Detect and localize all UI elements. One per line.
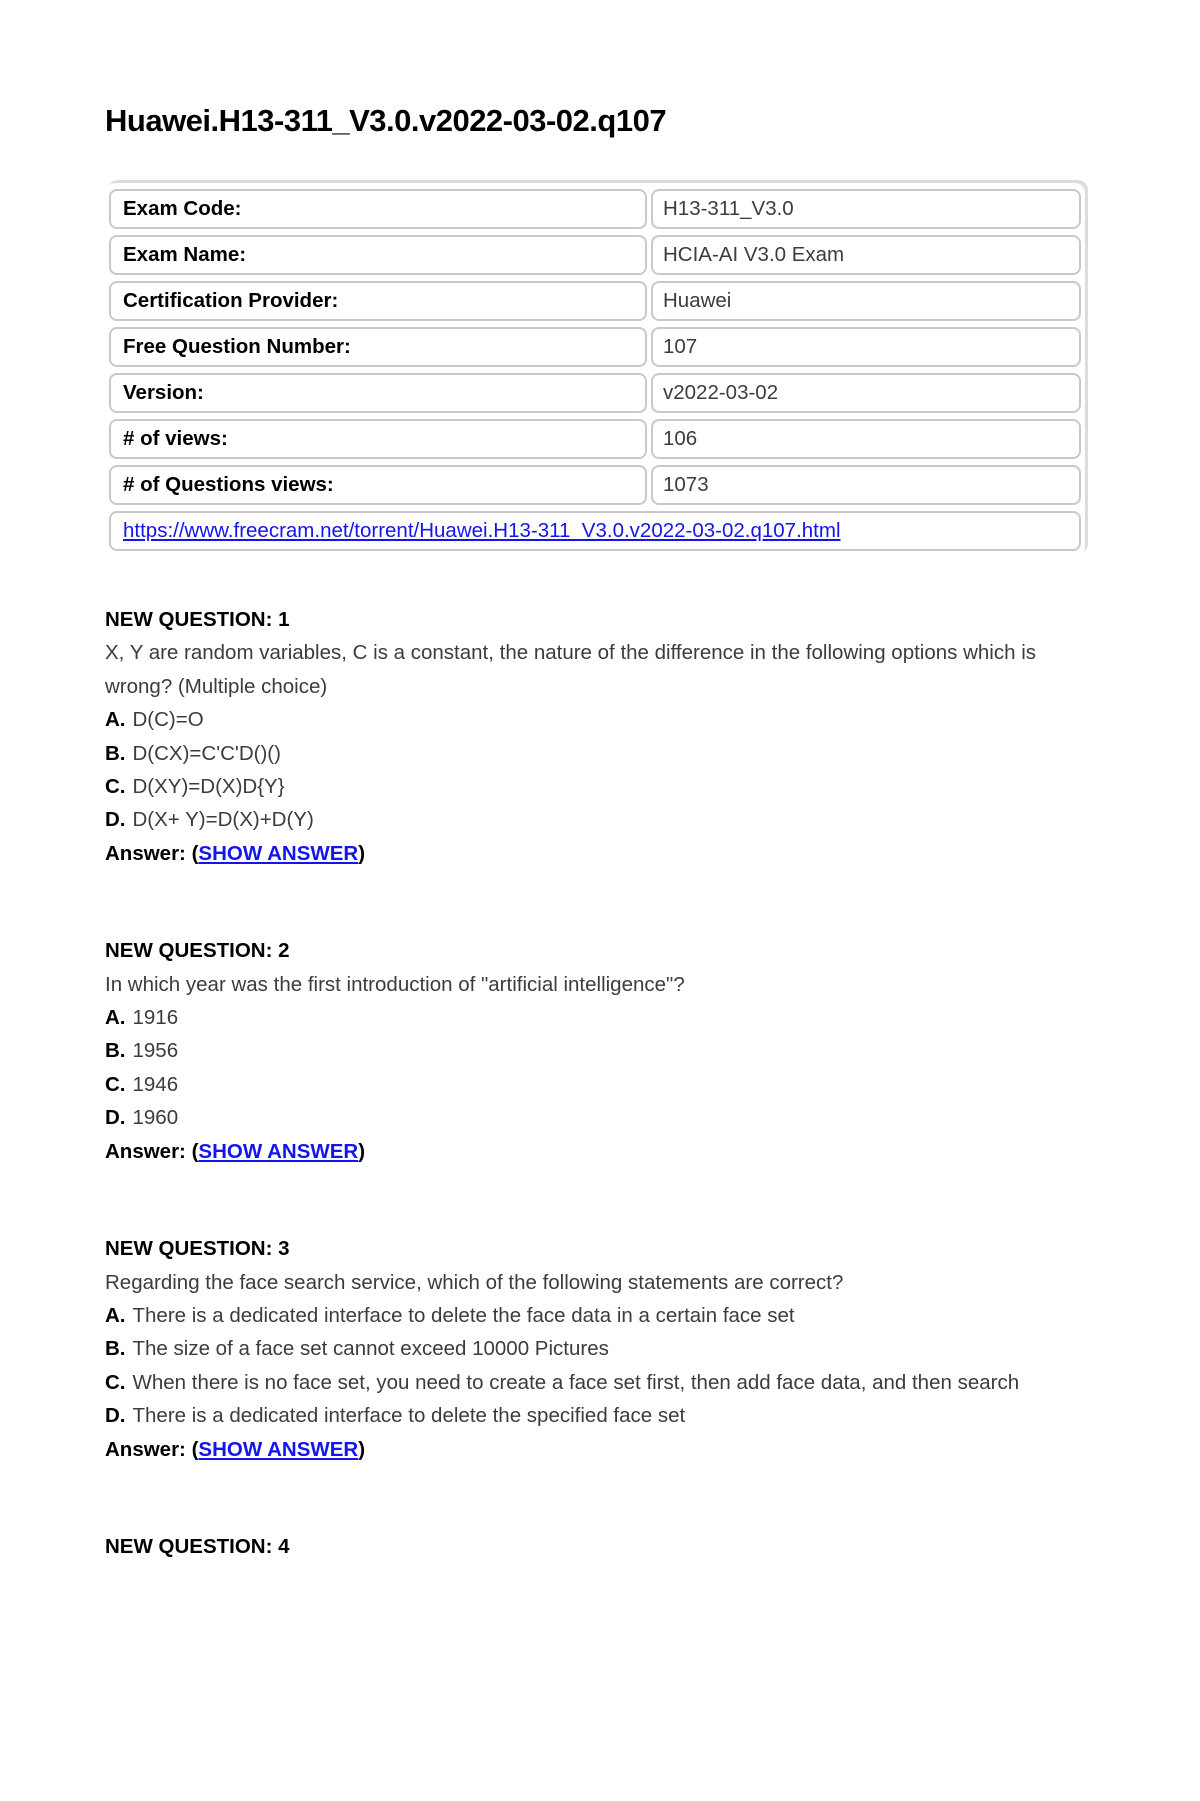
question-heading: NEW QUESTION: 3 xyxy=(105,1237,290,1261)
question-text: X, Y are random variables, C is a constant, the nature of the difference in the following options which is wrong? (Multiple choice) xyxy=(105,641,1037,698)
answer-row xyxy=(105,1135,1070,1168)
option-text: 1946 xyxy=(132,1072,179,1096)
show-answer-link[interactable]: SHOW ANSWER xyxy=(198,1139,359,1163)
option-letter: D. xyxy=(105,1404,126,1428)
option-text: D(C)=O xyxy=(132,708,204,732)
info-value-exam-code: H13-311_V3.0 xyxy=(651,189,1081,229)
option-letter: B. xyxy=(105,1039,126,1063)
info-label-provider: Certification Provider: xyxy=(109,281,647,321)
document-page xyxy=(0,103,1200,1563)
option-text: 1916 xyxy=(132,1006,179,1030)
table-row xyxy=(109,189,1081,229)
option-a xyxy=(105,1001,1070,1034)
option-c xyxy=(105,770,1070,803)
option-letter: A. xyxy=(105,708,126,732)
show-answer-link[interactable]: SHOW ANSWER xyxy=(198,841,359,865)
option-text: 1960 xyxy=(132,1106,179,1130)
exam-info-table xyxy=(105,183,1085,557)
answer-row xyxy=(105,837,1070,870)
question-heading: NEW QUESTION: 2 xyxy=(105,939,290,963)
question-heading: NEW QUESTION: 1 xyxy=(105,608,290,631)
option-d xyxy=(105,803,1070,836)
option-text: D(CX)=C'C'D()() xyxy=(132,741,281,765)
option-text: When there is no face set, you need to create a face set first, then add face data, and then search xyxy=(132,1370,1020,1394)
answer-suffix: ) xyxy=(358,841,366,865)
answer-suffix: ) xyxy=(358,1139,366,1163)
questions-list xyxy=(105,603,1085,1563)
option-letter: D. xyxy=(105,1106,126,1130)
option-text: D(X+ Y)=D(X)+D(Y) xyxy=(132,808,314,832)
info-label-questions-views: # of Questions views: xyxy=(109,465,647,505)
info-value-questions-views: 1073 xyxy=(651,465,1081,505)
option-d xyxy=(105,1399,1070,1432)
option-d xyxy=(105,1101,1070,1134)
option-a xyxy=(105,703,1070,736)
torrent-link-cell xyxy=(109,511,1081,551)
table-row xyxy=(109,511,1081,551)
table-row xyxy=(109,373,1081,413)
info-label-free-question-number: Free Question Number: xyxy=(109,327,647,367)
table-row xyxy=(109,465,1081,505)
option-letter: C. xyxy=(105,775,126,799)
answer-suffix: ) xyxy=(358,1437,366,1461)
question-text: In which year was the first introduction of "artificial intelligence"? xyxy=(105,972,685,996)
option-b xyxy=(105,1034,1070,1067)
info-value-version: v2022-03-02 xyxy=(651,373,1081,413)
option-c xyxy=(105,1366,1070,1399)
table-row xyxy=(109,327,1081,367)
info-value-provider: Huawei xyxy=(651,281,1081,321)
option-text: D(XY)=D(X)D{Y} xyxy=(132,775,285,799)
info-label-exam-name: Exam Name: xyxy=(109,235,647,275)
show-answer-link[interactable]: SHOW ANSWER xyxy=(198,1437,359,1461)
option-c xyxy=(105,1068,1070,1101)
info-label-version: Version: xyxy=(109,373,647,413)
option-letter: B. xyxy=(105,1337,126,1361)
question-block-3 xyxy=(105,1232,1070,1466)
option-a xyxy=(105,1299,1070,1332)
table-row xyxy=(109,419,1081,459)
table-row xyxy=(109,281,1081,321)
answer-prefix: Answer: ( xyxy=(105,1437,199,1461)
info-value-free-question-number: 107 xyxy=(651,327,1081,367)
option-b xyxy=(105,737,1070,770)
option-letter: C. xyxy=(105,1370,126,1394)
question-heading: NEW QUESTION: 4 xyxy=(105,1534,290,1558)
answer-prefix: Answer: ( xyxy=(105,1139,199,1163)
option-letter: C. xyxy=(105,1072,126,1096)
table-row xyxy=(109,235,1081,275)
option-letter: D. xyxy=(105,808,126,832)
question-block-1 xyxy=(105,603,1070,870)
answer-prefix: Answer: ( xyxy=(105,841,199,865)
info-value-exam-name: HCIA-AI V3.0 Exam xyxy=(651,235,1081,275)
question-text: Regarding the face search service, which of the following statements are correct? xyxy=(105,1270,844,1294)
answer-row xyxy=(105,1433,1070,1466)
info-label-exam-code: Exam Code: xyxy=(109,189,647,229)
info-value-views: 106 xyxy=(651,419,1081,459)
option-text: There is a dedicated interface to delete the face data in a certain face set xyxy=(132,1303,795,1327)
page-title: Huawei.H13-311_V3.0.v2022-03-02.q107 xyxy=(105,103,667,138)
option-letter: A. xyxy=(105,1303,126,1327)
option-letter: B. xyxy=(105,741,126,765)
question-block-2 xyxy=(105,934,1070,1168)
option-letter: A. xyxy=(105,1006,126,1030)
question-block-4 xyxy=(105,1530,1070,1563)
info-label-views: # of views: xyxy=(109,419,647,459)
option-text: 1956 xyxy=(132,1039,179,1063)
torrent-link[interactable]: https://www.freecram.net/torrent/Huawei.H13-311_V3.0.v2022-03-02.q107.html xyxy=(123,519,841,542)
option-b xyxy=(105,1332,1070,1365)
option-text: The size of a face set cannot exceed 10000 Pictures xyxy=(132,1337,609,1361)
option-text: There is a dedicated interface to delete the specified face set xyxy=(132,1404,686,1428)
